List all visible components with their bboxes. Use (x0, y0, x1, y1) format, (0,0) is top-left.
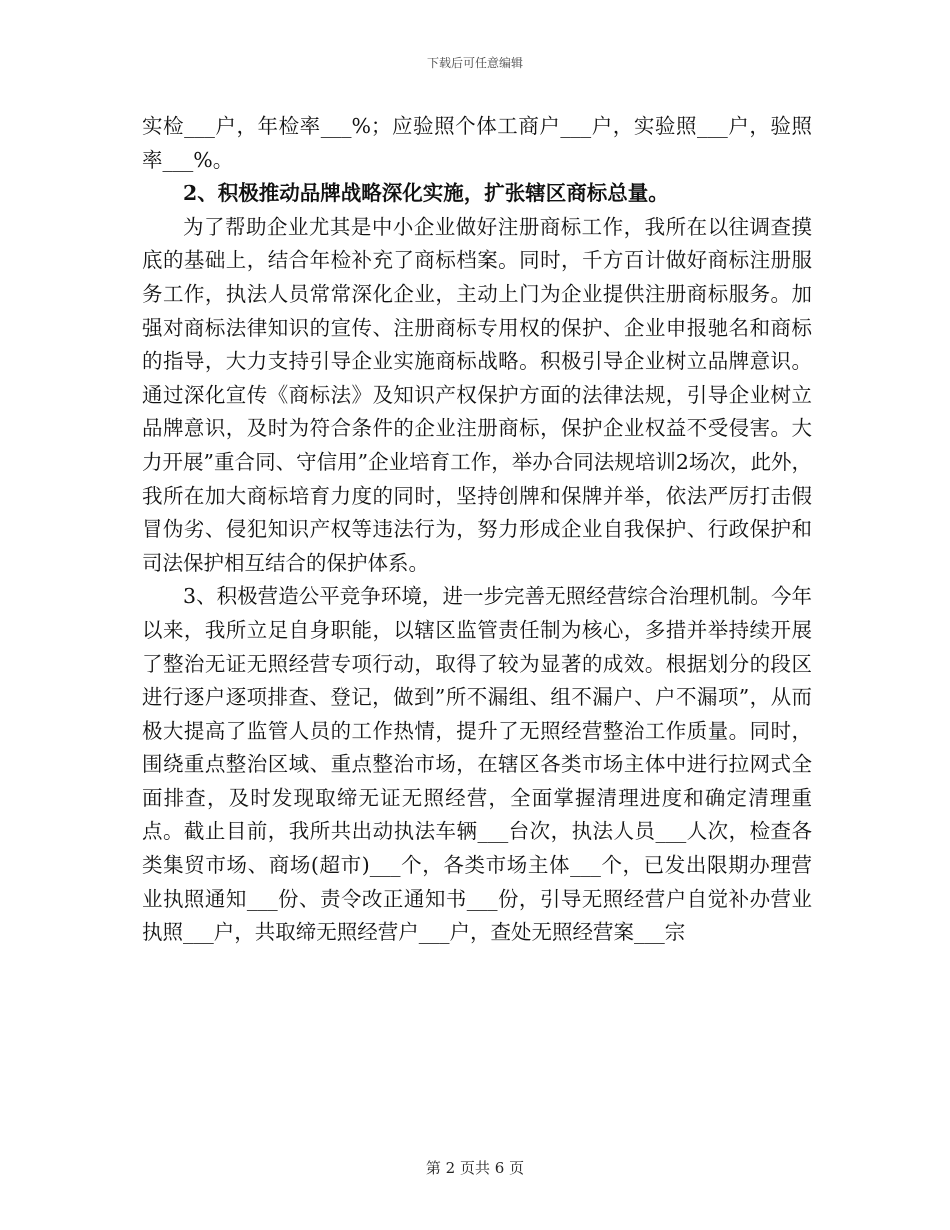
paragraph-trademark: 为了帮助企业尤其是中小企业做好注册商标工作，我所在以往调查摸底的基础上，结合年检补充了商标档案。同时，千方百计做好商标注册服务工作，执法人员常常深化企业，主动上门为企业提供注册商标服务。加强对商标法律知识的宣传、注册商标专用权的保护、企业申报驰名和商标的指导，大力支持引导企业实施商标战略。积极引导企业树立品牌意识。通过深化宣传《商标法》及知识产权保护方面的法律法规，引导企业树立品牌意识，及时为符合条件的企业注册商标，保护企业权益不受侵害。大力开展”重合同、守信用”企业培育工作，举办合同法规培训2场次，此外，我所在加大商标培育力度的同时，坚持创牌和保牌并举，依法严厉打击假冒伪劣、侵犯知识产权等违法行为，努力形成企业自我保护、行政保护和司法保护相互结合的保护体系。 (142, 214, 812, 575)
paragraph-competition: 3、积极营造公平竞争环境，进一步完善无照经营综合治理机制。今年以来，我所立足自身职能，以辖区监管责任制为核心，多措并举持续开展了整治无证无照经营专项行动，取得了较为显著的成效。根据划分的段区进行逐户逐项排查、登记，做到”所不漏组、组不漏户、户不漏项”，从而极大提高了监管人员的工作热情，提升了无照经营整治工作质量。同时，围绕重点整治区域、重点整治市场，在辖区各类市场主体中进行拉网式全面排查，及时发现取缔无证无照经营，全面掌握清理进度和确定清理重点。截止目前，我所共出动执法车辆___台次，执法人员___人次，检查各类集贸市场、商场(超市)___个，各类市场主体___个，已发出限期办理营业执照通知___份、责令改正通知书___份，引导无照经营户自觉补办营业执照___户，共取缔无照经营户___户，查处无照经营案___宗 (142, 584, 812, 945)
section-heading-2: 2、积极推动品牌战略深化实施，扩张辖区商标总量。 (183, 181, 669, 206)
paragraph-continued: 实检___户，年检率___%；应验照个体工商户___户，实验照___户，验照率___%。 (142, 114, 812, 172)
page-header: 下载后可任意编辑 (426, 56, 523, 70)
document-body (142, 110, 812, 950)
page-footer: 第 2 页共 6 页 (425, 1159, 525, 1177)
